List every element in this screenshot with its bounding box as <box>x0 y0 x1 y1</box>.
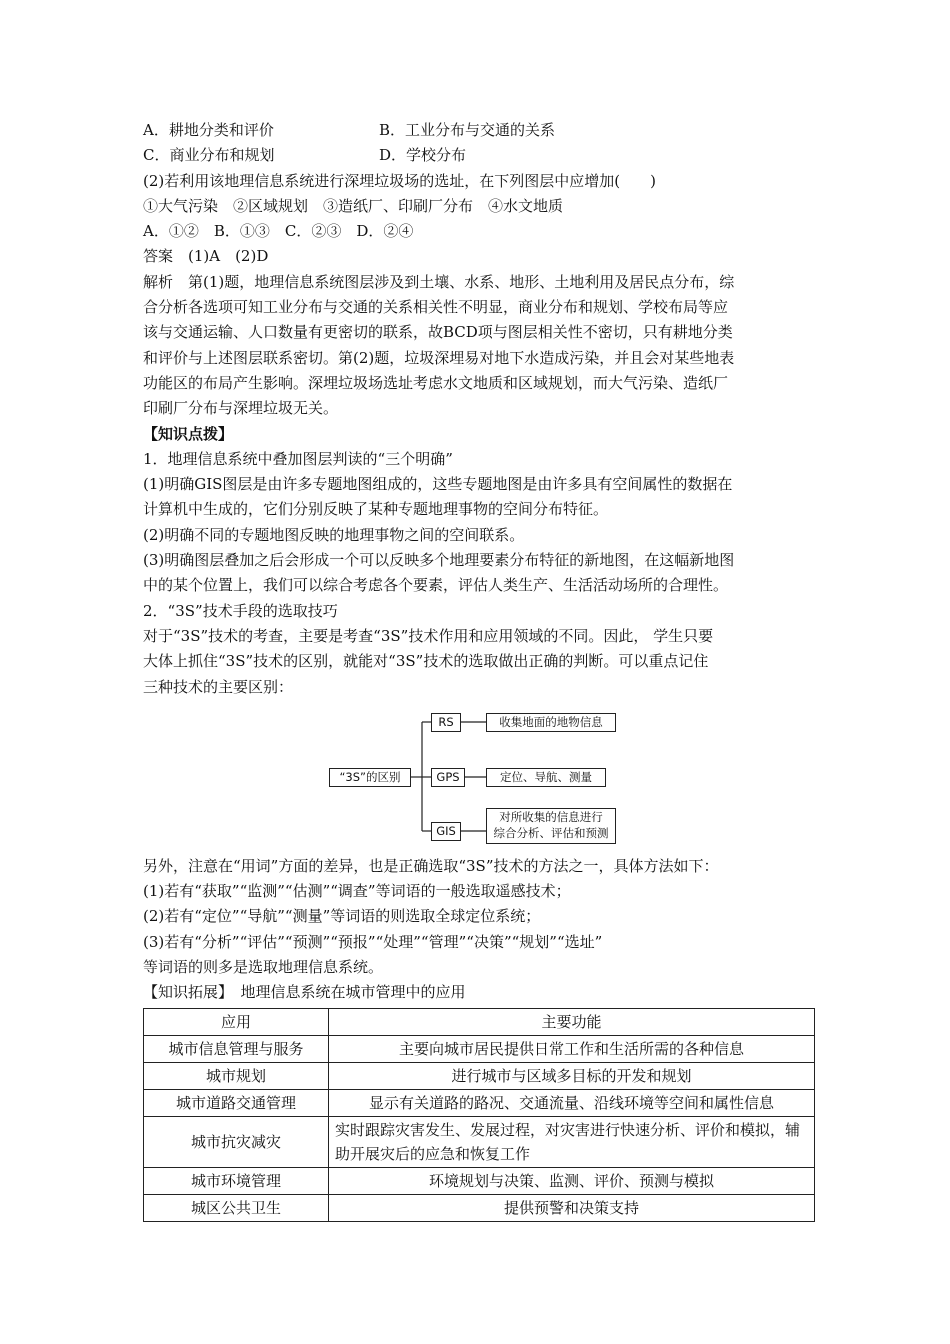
table-row <box>144 1194 815 1221</box>
analysis-line: 该与交通运输、人口数量有更密切的联系，故BCD项与图层相关性不密切，只有耕地分类 <box>143 323 733 342</box>
gis-applications-table <box>143 1008 815 1222</box>
diagram-gis-desc <box>486 808 616 844</box>
section-2-intro: 对于“3S”技术的考查，主要是考查“3S”技术作用和应用领域的不同。因此， 学生只要 <box>143 626 714 645</box>
diagram-root-box: “3S”的区别 <box>329 768 411 787</box>
diagram-gps-desc: 定位、导航、测量 <box>486 768 606 787</box>
diagram-rs-box: RS <box>431 713 461 732</box>
analysis-line: 功能区的布局产生影响。深埋垃圾场选址考虑水文地质和区域规划，而大气污染、造纸厂 <box>143 373 729 392</box>
table-row <box>144 1089 815 1116</box>
q2-layers: ①大气污染 ②区域规划 ③造纸厂、印刷厂分布 ④水文地质 <box>143 196 564 215</box>
section-2-intro: 大体上抓住“3S”技术的区别，就能对“3S”技术的选取做出正确的判断。可以重点记住 <box>143 652 709 671</box>
q2-choices: A．①② B．①③ C．②③ D．②④ <box>143 222 414 241</box>
table-cell-application: 城市信息管理与服务 <box>144 1035 329 1062</box>
table-cell-function: 进行城市与区域多目标的开发和规划 <box>329 1062 815 1089</box>
diagram-rs-desc: 收集地面的地物信息 <box>486 713 616 732</box>
section-2-intro: 三种技术的主要区别： <box>143 677 294 696</box>
answer: 答案 (1)A (2)D <box>143 247 269 266</box>
option-d: D．学校分布 <box>379 146 467 165</box>
diagram-gis-box: GIS <box>431 822 461 841</box>
analysis-line: 和评价与上述图层联系密切。第(2)题，垃圾深埋易对地下水造成污染，并且会对某些地表 <box>143 348 735 367</box>
table-row <box>144 1035 815 1062</box>
analysis-line: 合分析各选项可知工业分布与交通的关系相关性不明显，商业分布和规划、学校布局等应 <box>143 298 729 317</box>
tips-heading: 【知识点拨】 <box>143 424 234 443</box>
section-1-item: (3)明确图层叠加之后会形成一个可以反映多个地理要素分布特征的新地图，在这幅新地图 <box>143 551 735 570</box>
document-page <box>143 118 815 1222</box>
diagram-gis-desc-line: 综合分析、评估和预测 <box>493 825 609 840</box>
table-cell-function: 实时跟踪灾害发生、发展过程，对灾害进行快速分析、评价和模拟，辅助开展灾后的应急和恢复工作 <box>329 1116 815 1167</box>
table-header: 应用 <box>144 1008 329 1035</box>
table-cell-application: 城市抗灾减灾 <box>144 1116 329 1167</box>
table-cell-application: 城市规划 <box>144 1062 329 1089</box>
section-2-title: 2．“3S”技术手段的选取技巧 <box>143 601 338 620</box>
table-header-row <box>144 1008 815 1035</box>
table-row <box>144 1062 815 1089</box>
table-cell-application: 城市环境管理 <box>144 1167 329 1194</box>
analysis-line: 解析 第(1)题，地理信息系统图层涉及到土壤、水系、地形、土地利用及居民点分布，综 <box>143 272 735 291</box>
words-line: (2)若有“定位”“导航”“测量”等词语的则选取全球定位系统； <box>143 907 541 926</box>
analysis-line: 印刷厂分布与深埋垃圾无关。 <box>143 399 339 418</box>
q1-options-row-2 <box>143 143 815 168</box>
option-b: B．工业分布与交通的关系 <box>379 121 556 139</box>
extension-title: 【知识拓展】 地理信息系统在城市管理中的应用 <box>143 983 466 1002</box>
table-row <box>144 1167 815 1194</box>
q2-stem: (2)若利用该地理信息系统进行深埋垃圾场的选址，在下列图层中应增加( ) <box>143 171 656 190</box>
option-c: C．商业分布和规划 <box>143 146 275 165</box>
words-line: 等词语的则多是选取地理信息系统。 <box>143 958 384 977</box>
section-1-item: 中的某个位置上，我们可以综合考虑各个要素，评估人类生产、生活活动场所的合理性。 <box>143 576 729 595</box>
analysis <box>143 270 815 422</box>
table-cell-function: 主要向城市居民提供日常工作和生活所需的各种信息 <box>329 1035 815 1062</box>
section-1-item: (2)明确不同的专题地图反映的地理事物之间的空间联系。 <box>143 525 525 544</box>
table-cell-function: 提供预警和决策支持 <box>329 1194 815 1221</box>
table-cell-application: 城市道路交通管理 <box>144 1089 329 1116</box>
words-line: (3)若有“分析”“评估”“预测”“预报”“处理”“管理”“决策”“规划”“选址” <box>143 932 603 951</box>
table-cell-application: 城区公共卫生 <box>144 1194 329 1221</box>
table-row <box>144 1116 815 1167</box>
q1-options-row-1 <box>143 118 815 143</box>
section-1-item: (1)明确GIS图层是由许多专题地图组成的，这些专题地图是由许多具有空间属性的数据在 <box>143 475 733 494</box>
table-header: 主要功能 <box>329 1008 815 1035</box>
words-line: 另外，注意在“用词”方面的差异，也是正确选取“3S”技术的方法之一，具体方法如下： <box>143 856 719 875</box>
diagram-gis-desc-line: 对所收集的信息进行 <box>499 809 603 824</box>
diagram-connectors <box>143 704 815 852</box>
section-1-item: 计算机中生成的，它们分别反映了某种专题地理事物的空间分布特征。 <box>143 500 609 519</box>
diagram-gps-box: GPS <box>431 768 465 787</box>
3s-diagram <box>143 704 815 852</box>
option-a: A．耕地分类和评价 <box>143 121 274 139</box>
table-cell-function: 显示有关道路的路况、交通流量、沿线环境等空间和属性信息 <box>329 1089 815 1116</box>
words-line: (1)若有“获取”“监测”“估测”“调查”等词语的一般选取遥感技术； <box>143 882 571 901</box>
section-1-title: 1．地理信息系统中叠加图层判读的“三个明确” <box>143 449 453 468</box>
table-cell-function: 环境规划与决策、监测、评价、预测与模拟 <box>329 1167 815 1194</box>
